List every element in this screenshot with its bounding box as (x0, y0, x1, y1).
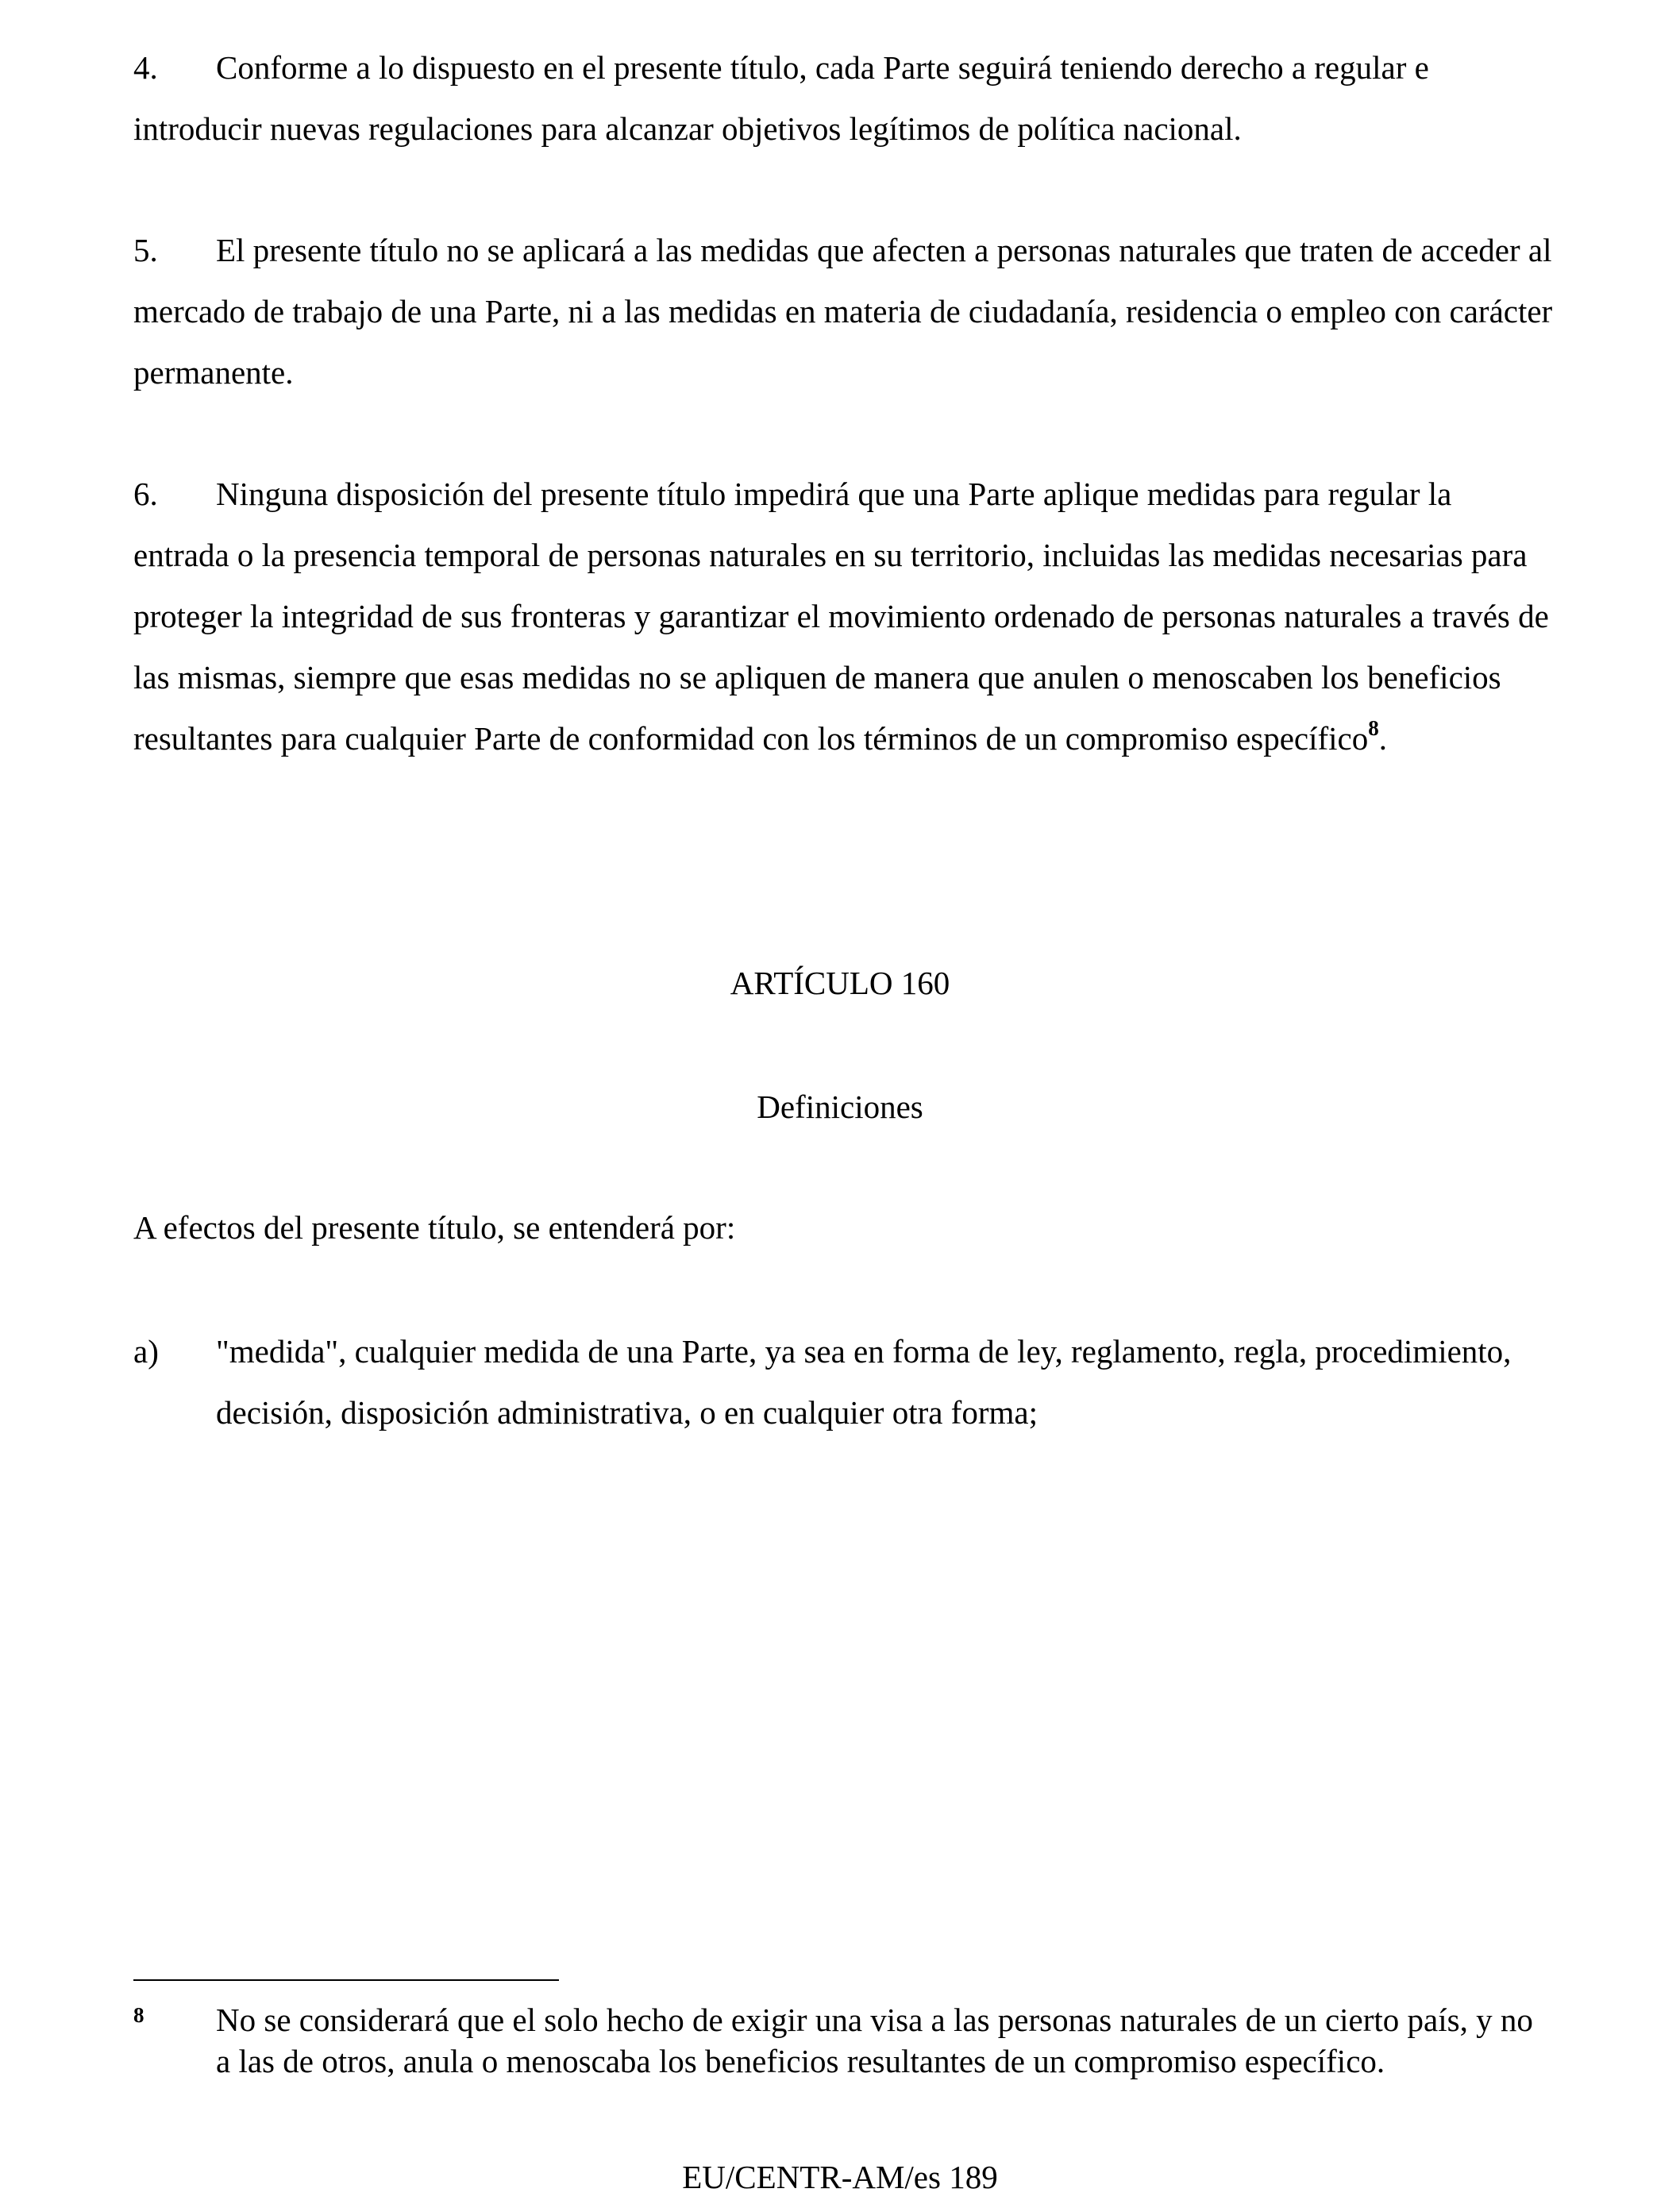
paragraph-4 (133, 37, 1555, 160)
footnote-reference[interactable]: 8 (1368, 716, 1379, 740)
paragraph-text: Conforme a lo dispuesto en el presente título, cada Parte seguirá teniendo derecho a regular e introducir nuevas regulaciones para alcanzar objetivos legítimos de política nacional. (133, 49, 1429, 147)
paragraph-text: El presente título no se aplicará a las medidas que afecten a personas naturales que traten de acceder al mercado de trabajo de una Parte, ni a las medidas en materia de ciudadanía, residencia o empleo con carácter permanente. (133, 232, 1553, 391)
definition-label: a) (133, 1333, 159, 1370)
paragraph-text: Ninguna disposición del presente título impedirá que una Parte aplique medidas para regular la entrada o la presencia temporal de personas naturales en su territorio, incluidas las medidas necesarias para proteger la integridad de sus fronteras y garantizar el movimiento ordenado de personas naturales a través de las mismas, siempre que esas medidas no se apliquen de manera que anulen o menoscaben los beneficios resultantes para cualquier Parte de conformidad con los términos de un compromiso específico (133, 476, 1549, 757)
paragraph-end: . (1378, 720, 1387, 757)
footnote-number: 8 (133, 2003, 144, 2027)
paragraph-6 (133, 464, 1555, 769)
definition-text: "medida", cualquier medida de una Parte, ya sea en forma de ley, reglamento, regla, procedimiento, decisión, disposición administrativa, o en cualquier otra forma; (216, 1333, 1512, 1431)
definition-item-a (133, 1321, 1555, 1443)
page-footer-reference: EU/CENTR-AM/es 189 (682, 2159, 998, 2195)
footnote-text: No se considerará que el solo hecho de exigir una visa a las personas naturales de un cierto país, y no a las de otros, anula o menoscaba los beneficios resultantes de un compromiso específico. (216, 2002, 1533, 2079)
paragraph-number: 4. (133, 49, 158, 86)
definitions-intro: A efectos del presente título, se entenderá por: (133, 1209, 736, 1246)
footnote (133, 1999, 1555, 2082)
footnote-separator (133, 1979, 559, 1981)
paragraph-number: 5. (133, 232, 158, 268)
paragraph-5 (133, 220, 1555, 403)
article-heading: ARTÍCULO 160 (730, 965, 950, 1001)
paragraph-number: 6. (133, 476, 158, 512)
article-subheading: Definiciones (757, 1089, 923, 1125)
